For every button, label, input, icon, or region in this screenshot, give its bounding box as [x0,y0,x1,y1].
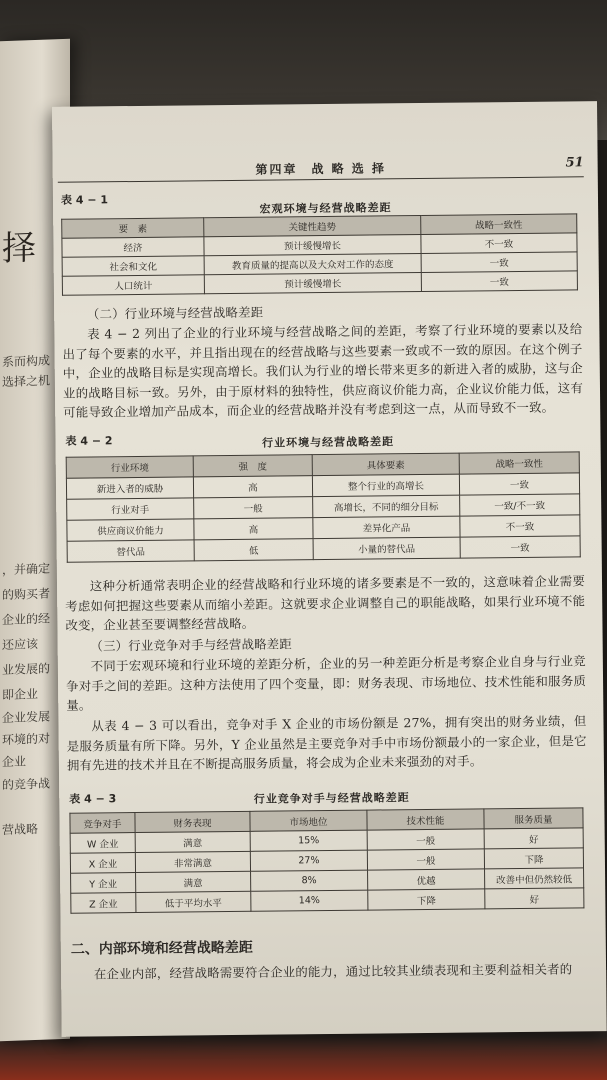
book-page [52,101,607,1037]
table-cell: 低 [194,539,313,561]
table-cell: 一般 [367,849,484,870]
table-title: 宏观环境与经营战略差距 [259,201,392,216]
table-cell: Y 企业 [71,873,136,894]
table-cell: 27% [250,850,367,871]
table-cell: 经济 [62,237,204,257]
table-cell: 高 [194,518,313,540]
table-cell: 小量的替代品 [313,537,460,560]
table-cell: 一致 [421,252,577,273]
column-header: 服务质量 [484,808,583,829]
table-cell: 非常满意 [135,851,250,872]
table-cell: 优越 [368,869,485,890]
left-page-fragment: 的购买者 [2,586,51,603]
paragraph: 从表 4 − 3 可以看出，竞争对手 X 企业的市场份额是 27%，拥有突出的财务业绩，但是服务质量有所下降。另外，Y 企业虽然是主要竞争对手中市场份额最小的一家企业，但是它拥有先进的技术并且在不断提高服务质量，将会成为企业未来强劲的对手。 [66,713,587,773]
table-cell: X 企业 [70,853,135,874]
left-page-fragment: 即企业 [2,686,39,703]
table-cell: 一致 [459,473,579,495]
left-page-fragment: 选择之机 [2,373,51,390]
table-cell: 差异化产品 [313,516,460,539]
paragraph: 不同于宏观环境和行业环境的差距分析，企业的另一种差距分析是考察企业自身与行业竞争对手之间的差距。这种方法使用了四个变量，即：财务表现、市场地位、技术性能和服务质量。 [65,653,587,713]
table-title: 行业竞争对手与经营战略差距 [253,791,410,806]
column-header: 技术性能 [367,809,484,830]
table-cell: 预计缓慢增长 [204,272,421,293]
table-cell: W 企业 [70,833,135,854]
column-header: 行业环境 [66,456,193,478]
left-page-fragment: 企业发展 [2,709,51,726]
left-page-fragment: 择 [2,227,36,270]
column-header: 战略一致性 [459,452,579,474]
table-cell: 8% [251,870,368,891]
left-page-fragment: 营战略 [2,821,39,838]
table-cell: 替代品 [67,540,194,562]
table-cell: 满意 [136,871,251,892]
table-cell: 15% [250,830,367,851]
table-competitors [69,807,584,913]
table-cell: 14% [251,890,368,911]
table-macro-environment [61,213,578,295]
table-cell: 高 [193,476,312,498]
left-page-fragment: 还应该 [2,636,39,653]
column-header: 财务表现 [135,811,250,832]
table-row [67,536,580,562]
table-industry-environment [66,451,581,562]
paragraph: 这种分析通常表明企业的经营战略和行业环境的诸多要素是不一致的，这意味着企业需要考虑如何把握这些要素从而缩小差距。这就要求企业调整自己的职能战略，如果行业环境不能改变，企业甚至要调整经营战略。 [65,573,586,633]
table-cell: 不一致 [421,233,577,254]
table-cell: 行业对手 [67,498,194,520]
section-heading: （三）行业竞争对手与经营战略差距 [90,636,292,654]
left-page-fragment: 环境的对 [2,731,51,748]
table-cell: 一般 [367,829,484,850]
table-cell: 改善中但仍然较低 [485,868,584,889]
table-cell: 高增长，不同的细分目标 [313,495,460,518]
table-cell: 低于平均水平 [136,891,251,912]
column-header: 强 度 [193,455,312,477]
table-cell: 人口统计 [62,275,204,295]
column-header: 市场地位 [250,810,367,831]
table-label: 表 4 − 3 [69,792,117,806]
page-number: 51 [565,155,584,171]
table-cell: 下降 [368,889,485,910]
table-row [71,888,584,913]
section-heading: 二、内部环境和经营战略差距 [70,939,253,958]
chapter-title: 第四章 战 略 选 择 [255,161,387,177]
table-cell: 一致 [460,536,580,558]
column-header: 关键性趋势 [204,215,421,236]
table-cell: 好 [485,888,584,909]
table-row [62,271,577,295]
left-page-fragment: ，并确定 [2,561,51,578]
column-header: 竞争对手 [70,813,135,834]
paragraph: 表 4 − 2 列出了企业的行业环境与经营战略之间的差距，考察了行业环境的要素以及给出了每个要素的水平，并且指出现在的经营战略与这些要素一致或不一致的原因。在这个例子中，企业的战略目标是实现高增长。我们认为行业的增长带来更多的新进入者的威胁，这与企业的战略目标一致。另外，由于原材料的独特性，供应商议价能力高，企业议价能力低，这有可能导致企业增加产品成本，而企业的经营战略并没有考虑到这一点，从而导致不一致。 [62,321,584,420]
paragraph: 在企业内部，经营战略需要符合企业的能力，通过比较其业绩表现和主要利益相关者的 [93,961,573,982]
section-heading: （二）行业环境与经营战略差距 [86,304,264,322]
left-page-fragment: 企业的经 [2,611,51,628]
table-cell: 供应商议价能力 [67,519,194,541]
table-cell: 下降 [484,848,583,869]
left-page-fragment: 企业 [2,754,27,770]
column-header: 具体要素 [312,453,459,476]
table-cell: 满意 [135,831,250,852]
table-cell: 不一致 [460,515,580,537]
table-cell: 好 [484,828,583,849]
table-cell: 一致 [421,271,577,292]
table-label: 表 4 − 1 [60,193,109,207]
table-label: 表 4 − 2 [65,434,113,448]
left-page-fragment: 的竞争战 [2,776,51,793]
table-cell: 一致/不一致 [460,494,580,516]
table-cell: 整个行业的高增长 [312,474,459,497]
left-page-fragment: 系而构成 [2,353,51,370]
table-title: 行业环境与经营战略差距 [261,435,395,450]
table-cell: 预计缓慢增长 [204,234,421,255]
running-header [58,154,584,183]
table-cell: Z 企业 [71,893,136,914]
column-header: 战略一致性 [421,214,577,235]
table-cell: 教育质量的提高以及大众对工作的态度 [204,253,421,274]
table-cell: 社会和文化 [62,256,204,276]
left-page-fragment: 业发展的 [2,661,51,678]
column-header: 要 素 [62,218,204,238]
table-cell: 一般 [194,497,313,519]
table-cell: 新进入者的威胁 [66,477,193,499]
